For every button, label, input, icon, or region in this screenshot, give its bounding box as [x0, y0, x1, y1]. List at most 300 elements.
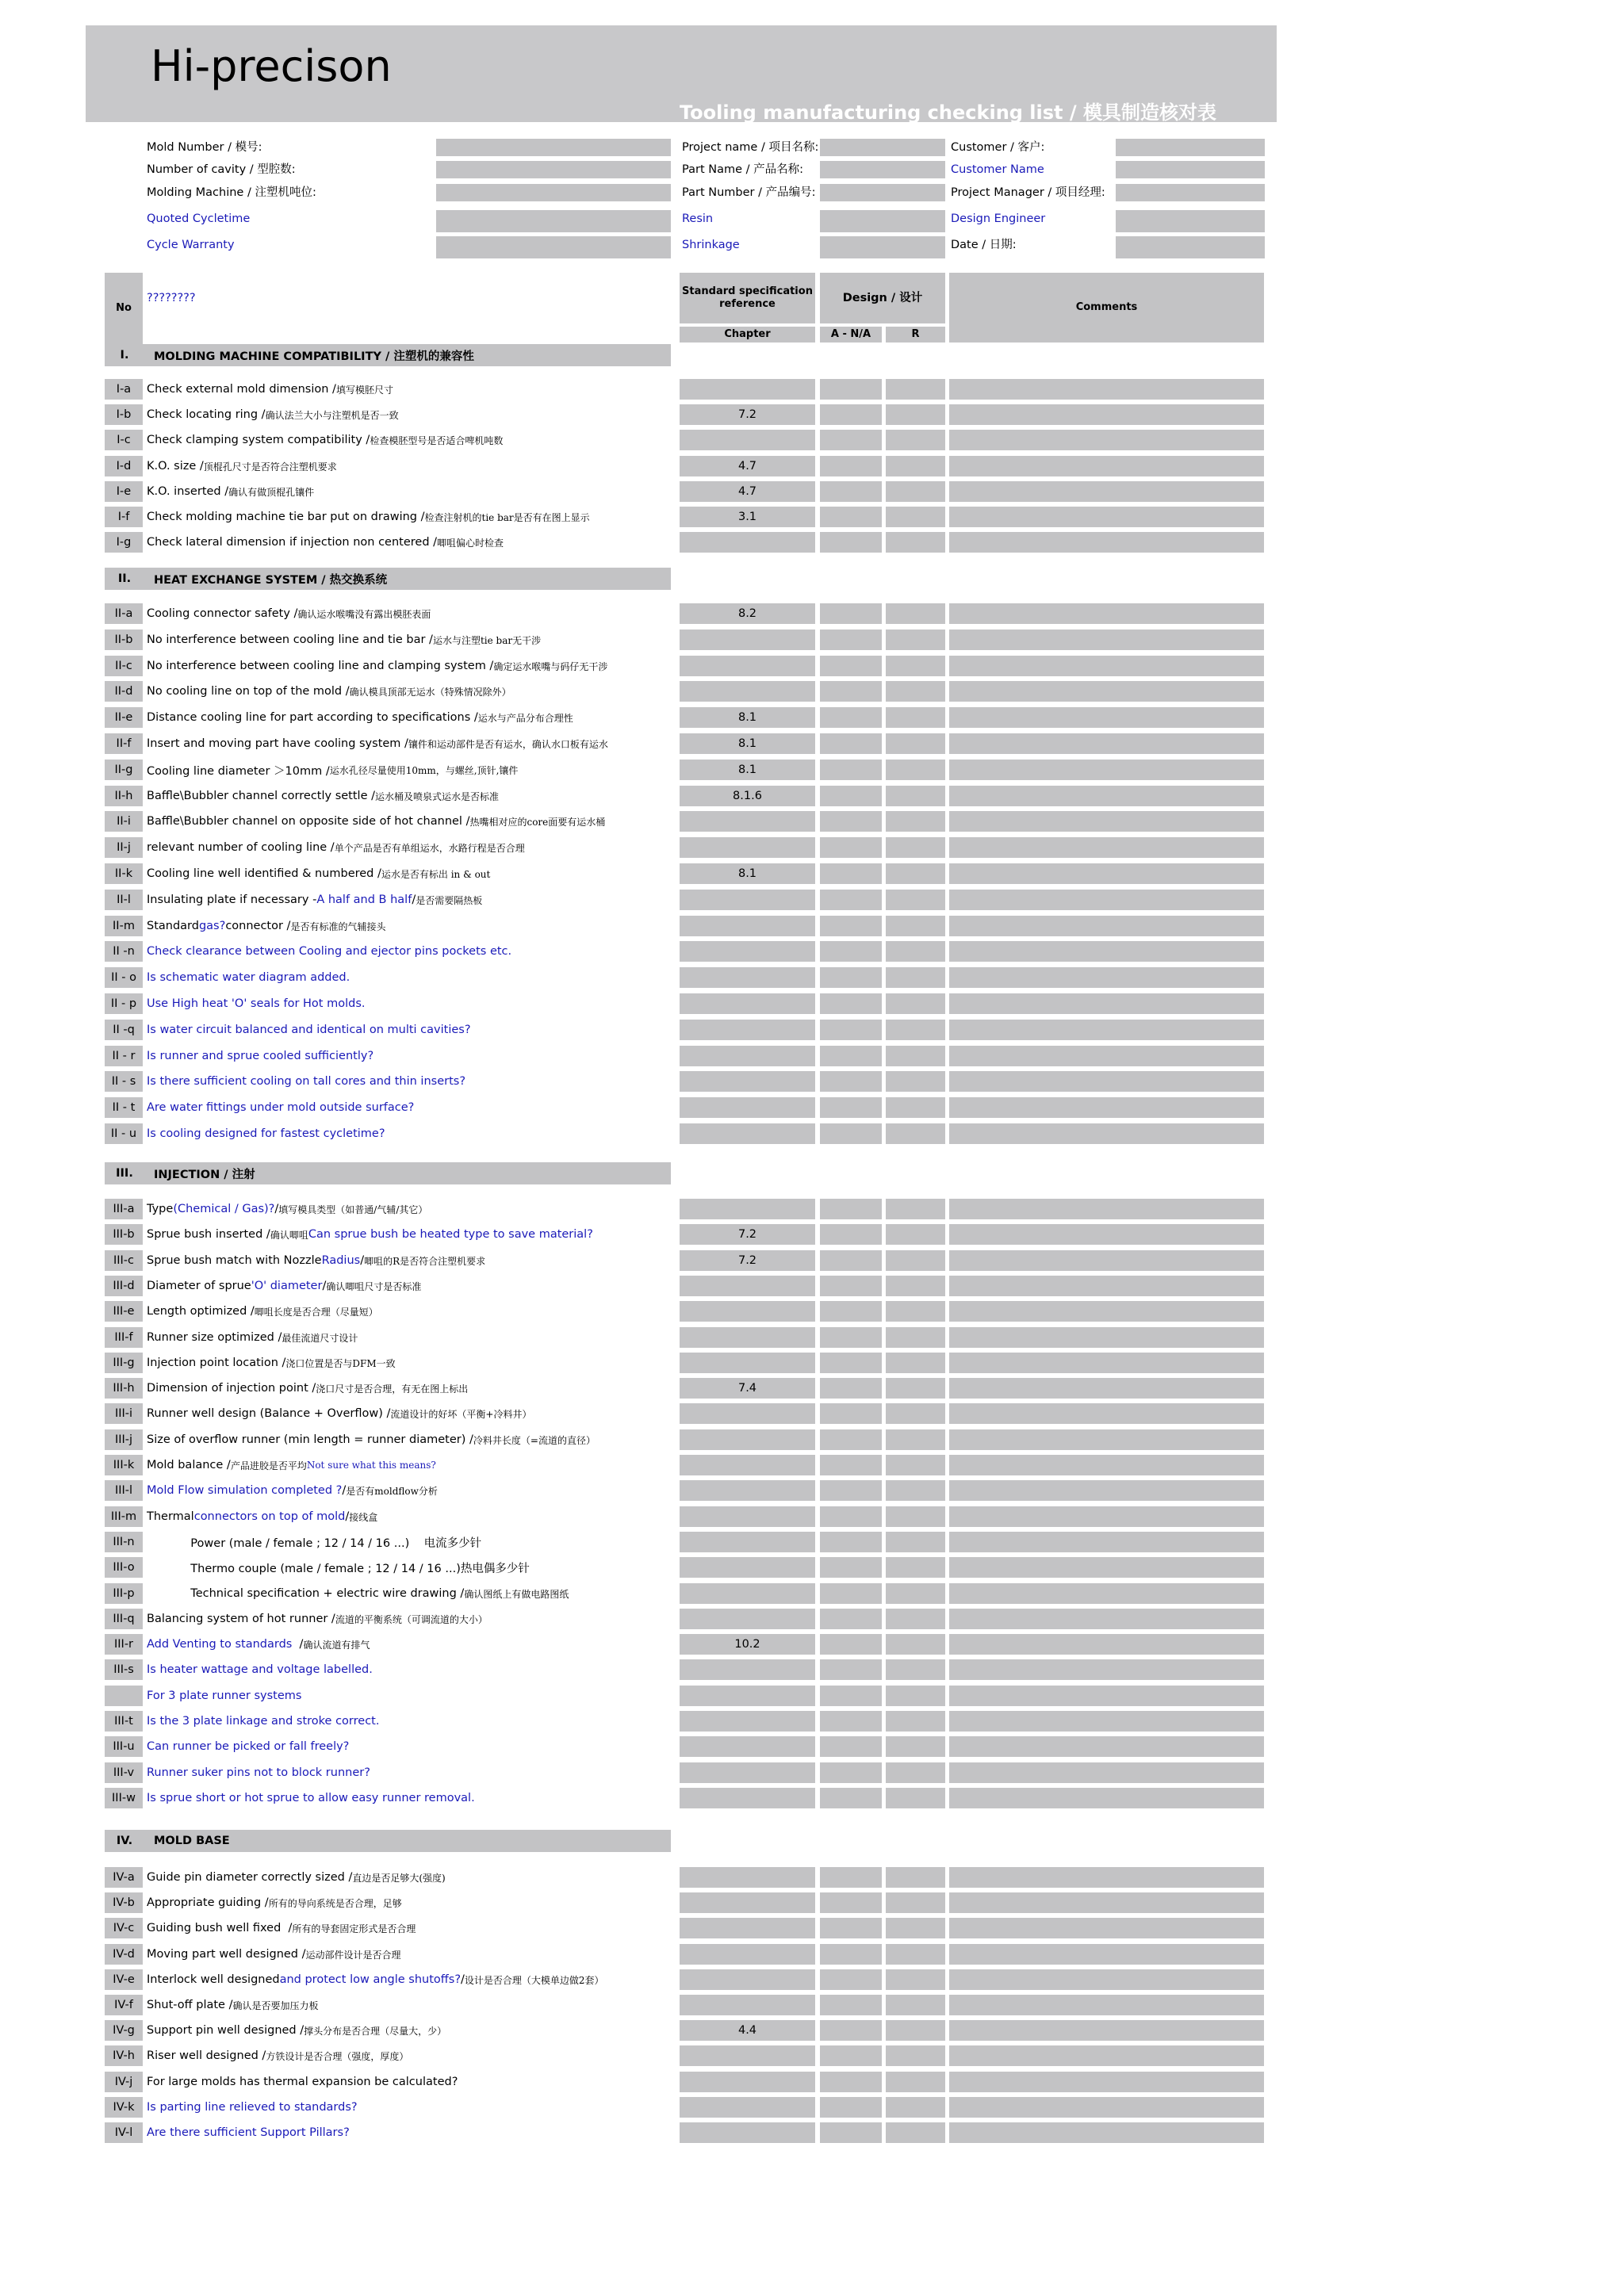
r-checkbox[interactable]	[886, 1403, 945, 1424]
comments-field[interactable]	[949, 2097, 1264, 2118]
check-item-text: Check lateral dimension if injection non centered / 唧咀偏心时检查	[147, 536, 504, 549]
info-value-field[interactable]	[1116, 184, 1265, 203]
comments-field[interactable]	[949, 2045, 1264, 2066]
r-checkbox[interactable]	[886, 532, 945, 553]
r-checkbox[interactable]	[886, 2122, 945, 2143]
row-number: III-o	[105, 1557, 143, 1578]
info-value-field[interactable]	[820, 139, 945, 158]
chapter-reference: 8.1	[680, 760, 815, 780]
comments-field[interactable]	[949, 1250, 1264, 1271]
a-na-checkbox[interactable]	[820, 1969, 882, 1990]
r-checkbox[interactable]	[886, 1071, 945, 1092]
chapter-reference	[680, 1353, 815, 1373]
comments-field[interactable]	[949, 1583, 1264, 1604]
row-number: II-m	[105, 916, 143, 936]
comments-field[interactable]	[949, 681, 1264, 702]
a-na-checkbox[interactable]	[820, 379, 882, 400]
r-checkbox[interactable]	[886, 430, 945, 450]
comments-field[interactable]	[949, 379, 1264, 400]
comments-field[interactable]	[949, 430, 1264, 450]
comments-field[interactable]	[949, 1944, 1264, 1965]
comments-field[interactable]	[949, 2122, 1264, 2143]
comments-field[interactable]	[949, 890, 1264, 910]
check-item-text: Mold Flow simulation completed ? / 是否有moldflow分析	[147, 1484, 438, 1497]
info-value-field[interactable]	[1116, 161, 1265, 180]
a-na-checkbox[interactable]	[820, 1609, 882, 1629]
a-na-checkbox[interactable]	[820, 2045, 882, 2066]
a-na-checkbox[interactable]	[820, 404, 882, 425]
row-number: II-h	[105, 786, 143, 806]
section-title: MOLD BASE	[154, 1835, 230, 1847]
row-number: I-b	[105, 404, 143, 425]
r-checkbox[interactable]	[886, 1634, 945, 1655]
a-na-checkbox[interactable]	[820, 1557, 882, 1578]
chapter-reference: 4.7	[680, 481, 815, 502]
r-checkbox[interactable]	[886, 1995, 945, 2015]
check-item-text: Check molding machine tie bar put on drawing / 检查注射机的tie bar是否有在图上显示	[147, 511, 590, 523]
comments-field[interactable]	[949, 811, 1264, 832]
comments-field[interactable]	[949, 1123, 1264, 1144]
r-checkbox[interactable]	[886, 941, 945, 962]
chapter-reference: 7.2	[680, 1250, 815, 1271]
r-checkbox[interactable]	[886, 1686, 945, 1706]
check-item-text: Check clearance between Cooling and ejector pins pockets etc.	[147, 945, 512, 958]
info-value-field[interactable]	[1116, 236, 1265, 260]
r-checkbox[interactable]	[886, 1327, 945, 1348]
row-number: II -n	[105, 941, 143, 962]
comments-field[interactable]	[949, 603, 1264, 624]
comments-field[interactable]	[949, 1532, 1264, 1552]
info-label: Customer / 客户:	[951, 141, 1045, 154]
a-na-checkbox[interactable]	[820, 629, 882, 650]
r-checkbox[interactable]	[886, 1224, 945, 1245]
check-item-text: K.O. size / 顶棍孔尺寸是否符合注塑机要求	[147, 460, 337, 473]
row-number: II-k	[105, 863, 143, 884]
r-checkbox[interactable]	[886, 1609, 945, 1629]
row-number: III-e	[105, 1301, 143, 1322]
row-number: III-n	[105, 1532, 143, 1552]
comments-field[interactable]	[949, 1867, 1264, 1888]
row-number: III-k	[105, 1455, 143, 1475]
r-checkbox[interactable]	[886, 1659, 945, 1680]
comments-field[interactable]	[949, 1969, 1264, 1990]
r-checkbox[interactable]	[886, 1918, 945, 1938]
r-checkbox[interactable]	[886, 379, 945, 400]
r-checkbox[interactable]	[886, 811, 945, 832]
check-item-text: Injection point location / 浇口位置是否与DFM一致	[147, 1357, 396, 1369]
row-number: III-r	[105, 1634, 143, 1655]
chapter-reference	[680, 1480, 815, 1501]
a-na-checkbox[interactable]	[820, 1711, 882, 1732]
a-na-checkbox[interactable]	[820, 1762, 882, 1783]
chapter-reference	[680, 941, 815, 962]
r-checkbox[interactable]	[886, 1429, 945, 1450]
chapter-reference	[680, 1557, 815, 1578]
comments-field[interactable]	[949, 507, 1264, 527]
info-value-field[interactable]	[820, 161, 945, 180]
chapter-reference	[680, 1071, 815, 1092]
comments-field[interactable]	[949, 2072, 1264, 2092]
info-value-field[interactable]	[1116, 210, 1265, 234]
a-na-checkbox[interactable]	[820, 1634, 882, 1655]
comments-field[interactable]	[949, 1711, 1264, 1732]
r-checkbox[interactable]	[886, 1557, 945, 1578]
comments-field[interactable]	[949, 1480, 1264, 1501]
a-na-checkbox[interactable]	[820, 1918, 882, 1938]
comments-field[interactable]	[949, 941, 1264, 962]
a-na-checkbox[interactable]	[820, 1429, 882, 1450]
comments-field[interactable]	[949, 629, 1264, 650]
chapter-reference: 8.1.6	[680, 786, 815, 806]
check-item-text: Thermo couple (male / female ; 12 / 14 / 16 ...)热电偶多少针	[147, 1562, 530, 1575]
comments-field[interactable]	[949, 1609, 1264, 1629]
a-na-checkbox[interactable]	[820, 1455, 882, 1475]
r-checkbox[interactable]	[886, 1892, 945, 1913]
a-na-checkbox[interactable]	[820, 2097, 882, 2118]
info-value-field[interactable]	[1116, 139, 1265, 158]
check-item-text: Standard gas? connector / 是否有标准的气辅接头	[147, 920, 386, 932]
a-na-checkbox[interactable]	[820, 1403, 882, 1424]
a-na-checkbox[interactable]	[820, 1250, 882, 1271]
info-label: Mold Number / 模号:	[147, 141, 262, 154]
comments-field[interactable]	[949, 1403, 1264, 1424]
a-na-checkbox[interactable]	[820, 1788, 882, 1808]
a-na-checkbox[interactable]	[820, 1659, 882, 1680]
check-item-text: Are water fittings under mold outside surface?	[147, 1101, 415, 1114]
chapter-reference: 8.2	[680, 603, 815, 624]
a-na-checkbox[interactable]	[820, 681, 882, 702]
r-checkbox[interactable]	[886, 1046, 945, 1066]
comments-field[interactable]	[949, 656, 1264, 676]
chapter-reference: 7.2	[680, 1224, 815, 1245]
check-item-text: Use High heat 'O' seals for Hot molds.	[147, 997, 366, 1010]
comments-field[interactable]	[949, 1301, 1264, 1322]
row-number: IV-b	[105, 1892, 143, 1913]
check-item-text: Runner well design (Balance + Overflow) / 流道设计的好坏（平衡+冷料井）	[147, 1407, 532, 1420]
check-item-text: Balancing system of hot runner / 流道的平衡系统（可调流道的大小）	[147, 1613, 488, 1625]
comments-field[interactable]	[949, 1378, 1264, 1399]
row-number: II - u	[105, 1123, 143, 1144]
chapter-reference	[680, 1532, 815, 1552]
a-na-checkbox[interactable]	[820, 1353, 882, 1373]
comments-field[interactable]	[949, 481, 1264, 502]
a-na-checkbox[interactable]	[820, 1046, 882, 1066]
comments-field[interactable]	[949, 1918, 1264, 1938]
info-value-field[interactable]	[436, 236, 671, 260]
a-na-checkbox[interactable]	[820, 890, 882, 910]
section-number: II.	[117, 572, 132, 585]
r-checkbox[interactable]	[886, 1711, 945, 1732]
a-na-checkbox[interactable]	[820, 2072, 882, 2092]
r-checkbox[interactable]	[886, 1480, 945, 1501]
a-na-checkbox[interactable]	[820, 656, 882, 676]
info-label: Design Engineer	[951, 212, 1046, 225]
a-na-checkbox[interactable]	[820, 1995, 882, 2015]
check-item-text: Baffle\Bubbler channel correctly settle / 运水桶及喷泉式运水是否标准	[147, 790, 500, 802]
comments-field[interactable]	[949, 707, 1264, 728]
standard-reference-header: Standard specification reference	[680, 273, 815, 323]
a-na-checkbox[interactable]	[820, 760, 882, 780]
a-na-checkbox[interactable]	[820, 532, 882, 553]
comments-field[interactable]	[949, 456, 1264, 476]
info-value-field[interactable]	[820, 210, 945, 234]
r-checkbox[interactable]	[886, 1199, 945, 1219]
r-checkbox[interactable]	[886, 456, 945, 476]
row-number: I-f	[105, 507, 143, 527]
a-na-checkbox[interactable]	[820, 1867, 882, 1888]
a-na-checkbox[interactable]	[820, 1480, 882, 1501]
chapter-reference	[680, 1046, 815, 1066]
r-checkbox[interactable]	[886, 507, 945, 527]
comments-field[interactable]	[949, 837, 1264, 858]
row-number: II - t	[105, 1097, 143, 1118]
comments-field[interactable]	[949, 1353, 1264, 1373]
a-na-checkbox[interactable]	[820, 430, 882, 450]
r-checkbox[interactable]	[886, 656, 945, 676]
r-checkbox[interactable]	[886, 837, 945, 858]
chapter-reference	[680, 532, 815, 553]
r-checkbox[interactable]	[886, 2045, 945, 2066]
comments-field[interactable]	[949, 1327, 1264, 1348]
check-item-text: Appropriate guiding / 所有的导向系统是否合理，足够	[147, 1896, 402, 1909]
comments-field[interactable]	[949, 1634, 1264, 1655]
a-na-checkbox[interactable]	[820, 1020, 882, 1040]
check-item-text: Are there sufficient Support Pillars?	[147, 2126, 350, 2139]
r-checkbox[interactable]	[886, 1762, 945, 1783]
check-item-text: Distance cooling line for part according to specifications / 运水与产品分布合理性	[147, 711, 573, 724]
comments-field[interactable]	[949, 1276, 1264, 1296]
check-item-text: Dimension of injection point / 浇口尺寸是否合理，有无在图上标出	[147, 1382, 469, 1395]
r-checkbox[interactable]	[886, 2072, 945, 2092]
comments-field[interactable]	[949, 1020, 1264, 1040]
r-checkbox[interactable]	[886, 1583, 945, 1604]
row-number: I-g	[105, 532, 143, 553]
row-number: IV-h	[105, 2045, 143, 2066]
chapter-reference: 4.7	[680, 456, 815, 476]
a-na-checkbox[interactable]	[820, 1892, 882, 1913]
r-checkbox[interactable]	[886, 786, 945, 806]
a-na-checkbox[interactable]	[820, 863, 882, 884]
comments-field[interactable]	[949, 1071, 1264, 1092]
chapter-reference	[680, 1659, 815, 1680]
row-number: III-m	[105, 1506, 143, 1527]
a-na-checkbox[interactable]	[820, 811, 882, 832]
a-na-checkbox[interactable]	[820, 2122, 882, 2143]
comments-field[interactable]	[949, 863, 1264, 884]
r-checkbox[interactable]	[886, 1276, 945, 1296]
comments-field[interactable]	[949, 532, 1264, 553]
r-checkbox[interactable]	[886, 1378, 945, 1399]
comments-field[interactable]	[949, 967, 1264, 988]
comments-field[interactable]	[949, 1097, 1264, 1118]
comments-field[interactable]	[949, 1506, 1264, 1527]
a-na-checkbox[interactable]	[820, 967, 882, 988]
a-na-checkbox[interactable]	[820, 1583, 882, 1604]
chapter-reference	[680, 916, 815, 936]
r-checkbox[interactable]	[886, 863, 945, 884]
chapter-reference	[680, 1097, 815, 1118]
comments-field[interactable]	[949, 760, 1264, 780]
a-na-checkbox[interactable]	[820, 603, 882, 624]
info-value-field[interactable]	[436, 210, 671, 234]
r-checkbox[interactable]	[886, 1097, 945, 1118]
a-na-checkbox[interactable]	[820, 481, 882, 502]
chapter-reference	[680, 1711, 815, 1732]
a-na-checkbox[interactable]	[820, 1686, 882, 1706]
chapter-header: Chapter	[680, 327, 815, 342]
info-value-field[interactable]	[436, 139, 671, 158]
a-na-checkbox[interactable]	[820, 1532, 882, 1552]
r-checkbox[interactable]	[886, 1020, 945, 1040]
comments-field[interactable]	[949, 786, 1264, 806]
a-na-checkbox[interactable]	[820, 1199, 882, 1219]
a-na-checkbox[interactable]	[820, 507, 882, 527]
comments-field[interactable]	[949, 993, 1264, 1014]
info-label: Date / 日期:	[951, 239, 1017, 251]
a-na-checkbox[interactable]	[820, 456, 882, 476]
row-number: II - o	[105, 967, 143, 988]
row-number: I-d	[105, 456, 143, 476]
comments-field[interactable]	[949, 1659, 1264, 1680]
r-checkbox[interactable]	[886, 1506, 945, 1527]
r-checkbox[interactable]	[886, 1788, 945, 1808]
a-na-checkbox[interactable]	[820, 993, 882, 1014]
r-checkbox[interactable]	[886, 1944, 945, 1965]
a-na-checkbox[interactable]	[820, 707, 882, 728]
r-checkbox[interactable]	[886, 890, 945, 910]
r-checkbox[interactable]	[886, 1301, 945, 1322]
r-checkbox[interactable]	[886, 404, 945, 425]
r-checkbox[interactable]	[886, 681, 945, 702]
comments-field[interactable]	[949, 1762, 1264, 1783]
check-item-text: Add Venting to standards / 确认流道有排气	[147, 1638, 370, 1651]
r-checkbox[interactable]	[886, 1867, 945, 1888]
a-na-checkbox[interactable]	[820, 916, 882, 936]
comments-field[interactable]	[949, 1199, 1264, 1219]
r-checkbox[interactable]	[886, 916, 945, 936]
r-checkbox[interactable]	[886, 1123, 945, 1144]
r-checkbox[interactable]	[886, 2097, 945, 2118]
row-number: III-s	[105, 1659, 143, 1680]
row-number: III-w	[105, 1788, 143, 1808]
check-item-text: Sprue bush match with Nozzle Radius / 唧咀的R是否符合注塑机要求	[147, 1254, 486, 1267]
check-item-text: Runner suker pins not to block runner?	[147, 1766, 370, 1779]
check-item-text: Is the 3 plate linkage and stroke correct.	[147, 1715, 380, 1728]
a-na-checkbox[interactable]	[820, 786, 882, 806]
a-na-checkbox[interactable]	[820, 1123, 882, 1144]
row-number: III-q	[105, 1609, 143, 1629]
chapter-reference	[680, 379, 815, 400]
info-value-field[interactable]	[436, 184, 671, 203]
r-checkbox[interactable]	[886, 629, 945, 650]
row-number: II-f	[105, 733, 143, 754]
r-checkbox[interactable]	[886, 1532, 945, 1552]
comments-field[interactable]	[949, 1429, 1264, 1450]
r-checkbox[interactable]	[886, 1736, 945, 1757]
no-column-header: No	[105, 273, 143, 344]
row-number: III-f	[105, 1327, 143, 1348]
info-value-field[interactable]	[436, 161, 671, 180]
comments-field[interactable]	[949, 1224, 1264, 1245]
comments-field[interactable]	[949, 1788, 1264, 1808]
comments-field[interactable]	[949, 916, 1264, 936]
comments-field[interactable]	[949, 2020, 1264, 2041]
info-label: Resin	[682, 212, 714, 225]
check-item-text: Check external mold dimension / 填写模胚尺寸	[147, 383, 393, 396]
row-number: I-c	[105, 430, 143, 450]
a-na-checkbox[interactable]	[820, 2020, 882, 2041]
comments-field[interactable]	[949, 1736, 1264, 1757]
check-item-text: Check locating ring / 确认法兰大小与注塑机是否一致	[147, 408, 399, 421]
r-checkbox[interactable]	[886, 993, 945, 1014]
row-number: I-e	[105, 481, 143, 502]
r-checkbox[interactable]	[886, 1353, 945, 1373]
a-na-header: A - N/A	[820, 327, 882, 342]
r-checkbox[interactable]	[886, 2020, 945, 2041]
comments-field[interactable]	[949, 404, 1264, 425]
check-item-text: Shut-off plate / 确认是否要加压力板	[147, 1999, 319, 2011]
chapter-reference	[680, 1609, 815, 1629]
a-na-checkbox[interactable]	[820, 1944, 882, 1965]
a-na-checkbox[interactable]	[820, 1071, 882, 1092]
comments-field[interactable]	[949, 733, 1264, 754]
info-label: Shrinkage	[682, 239, 740, 251]
r-checkbox[interactable]	[886, 603, 945, 624]
a-na-checkbox[interactable]	[820, 1327, 882, 1348]
row-number: IV-a	[105, 1867, 143, 1888]
a-na-checkbox[interactable]	[820, 1736, 882, 1757]
a-na-checkbox[interactable]	[820, 1378, 882, 1399]
row-number: IV-d	[105, 1944, 143, 1965]
a-na-checkbox[interactable]	[820, 941, 882, 962]
comments-field[interactable]	[949, 1892, 1264, 1913]
comments-field[interactable]	[949, 1046, 1264, 1066]
row-number: II-c	[105, 656, 143, 676]
comments-field[interactable]	[949, 1995, 1264, 2015]
r-checkbox[interactable]	[886, 707, 945, 728]
chapter-reference	[680, 1429, 815, 1450]
a-na-checkbox[interactable]	[820, 1097, 882, 1118]
chapter-reference	[680, 1762, 815, 1783]
check-item-text: Is there sufficient cooling on tall cores and thin inserts?	[147, 1075, 466, 1088]
a-na-checkbox[interactable]	[820, 1301, 882, 1322]
info-value-field[interactable]	[820, 184, 945, 203]
row-number: IV-j	[105, 2072, 143, 2092]
a-na-checkbox[interactable]	[820, 1506, 882, 1527]
a-na-checkbox[interactable]	[820, 1276, 882, 1296]
check-item-text: Insulating plate if necessary - A half and B half / 是否需要隔热板	[147, 894, 483, 906]
comments-field[interactable]	[949, 1686, 1264, 1706]
check-item-text: Technical specification + electric wire drawing / 确认图纸上有做电路图纸	[147, 1587, 569, 1600]
comments-field[interactable]	[949, 1455, 1264, 1475]
r-checkbox[interactable]	[886, 733, 945, 754]
info-label: Part Name / 产品名称:	[682, 163, 804, 176]
r-checkbox[interactable]	[886, 1969, 945, 1990]
r-checkbox[interactable]	[886, 1455, 945, 1475]
r-checkbox[interactable]	[886, 481, 945, 502]
a-na-checkbox[interactable]	[820, 1224, 882, 1245]
r-checkbox[interactable]	[886, 760, 945, 780]
row-number: IV-f	[105, 1995, 143, 2015]
r-checkbox[interactable]	[886, 967, 945, 988]
r-checkbox[interactable]	[886, 1250, 945, 1271]
check-item-text: Power (male / female ; 12 / 14 / 16 ...) 电流多少针	[147, 1536, 482, 1550]
a-na-checkbox[interactable]	[820, 733, 882, 754]
a-na-checkbox[interactable]	[820, 837, 882, 858]
info-value-field[interactable]	[820, 236, 945, 260]
row-number: III-u	[105, 1736, 143, 1757]
comments-field[interactable]	[949, 1557, 1264, 1578]
